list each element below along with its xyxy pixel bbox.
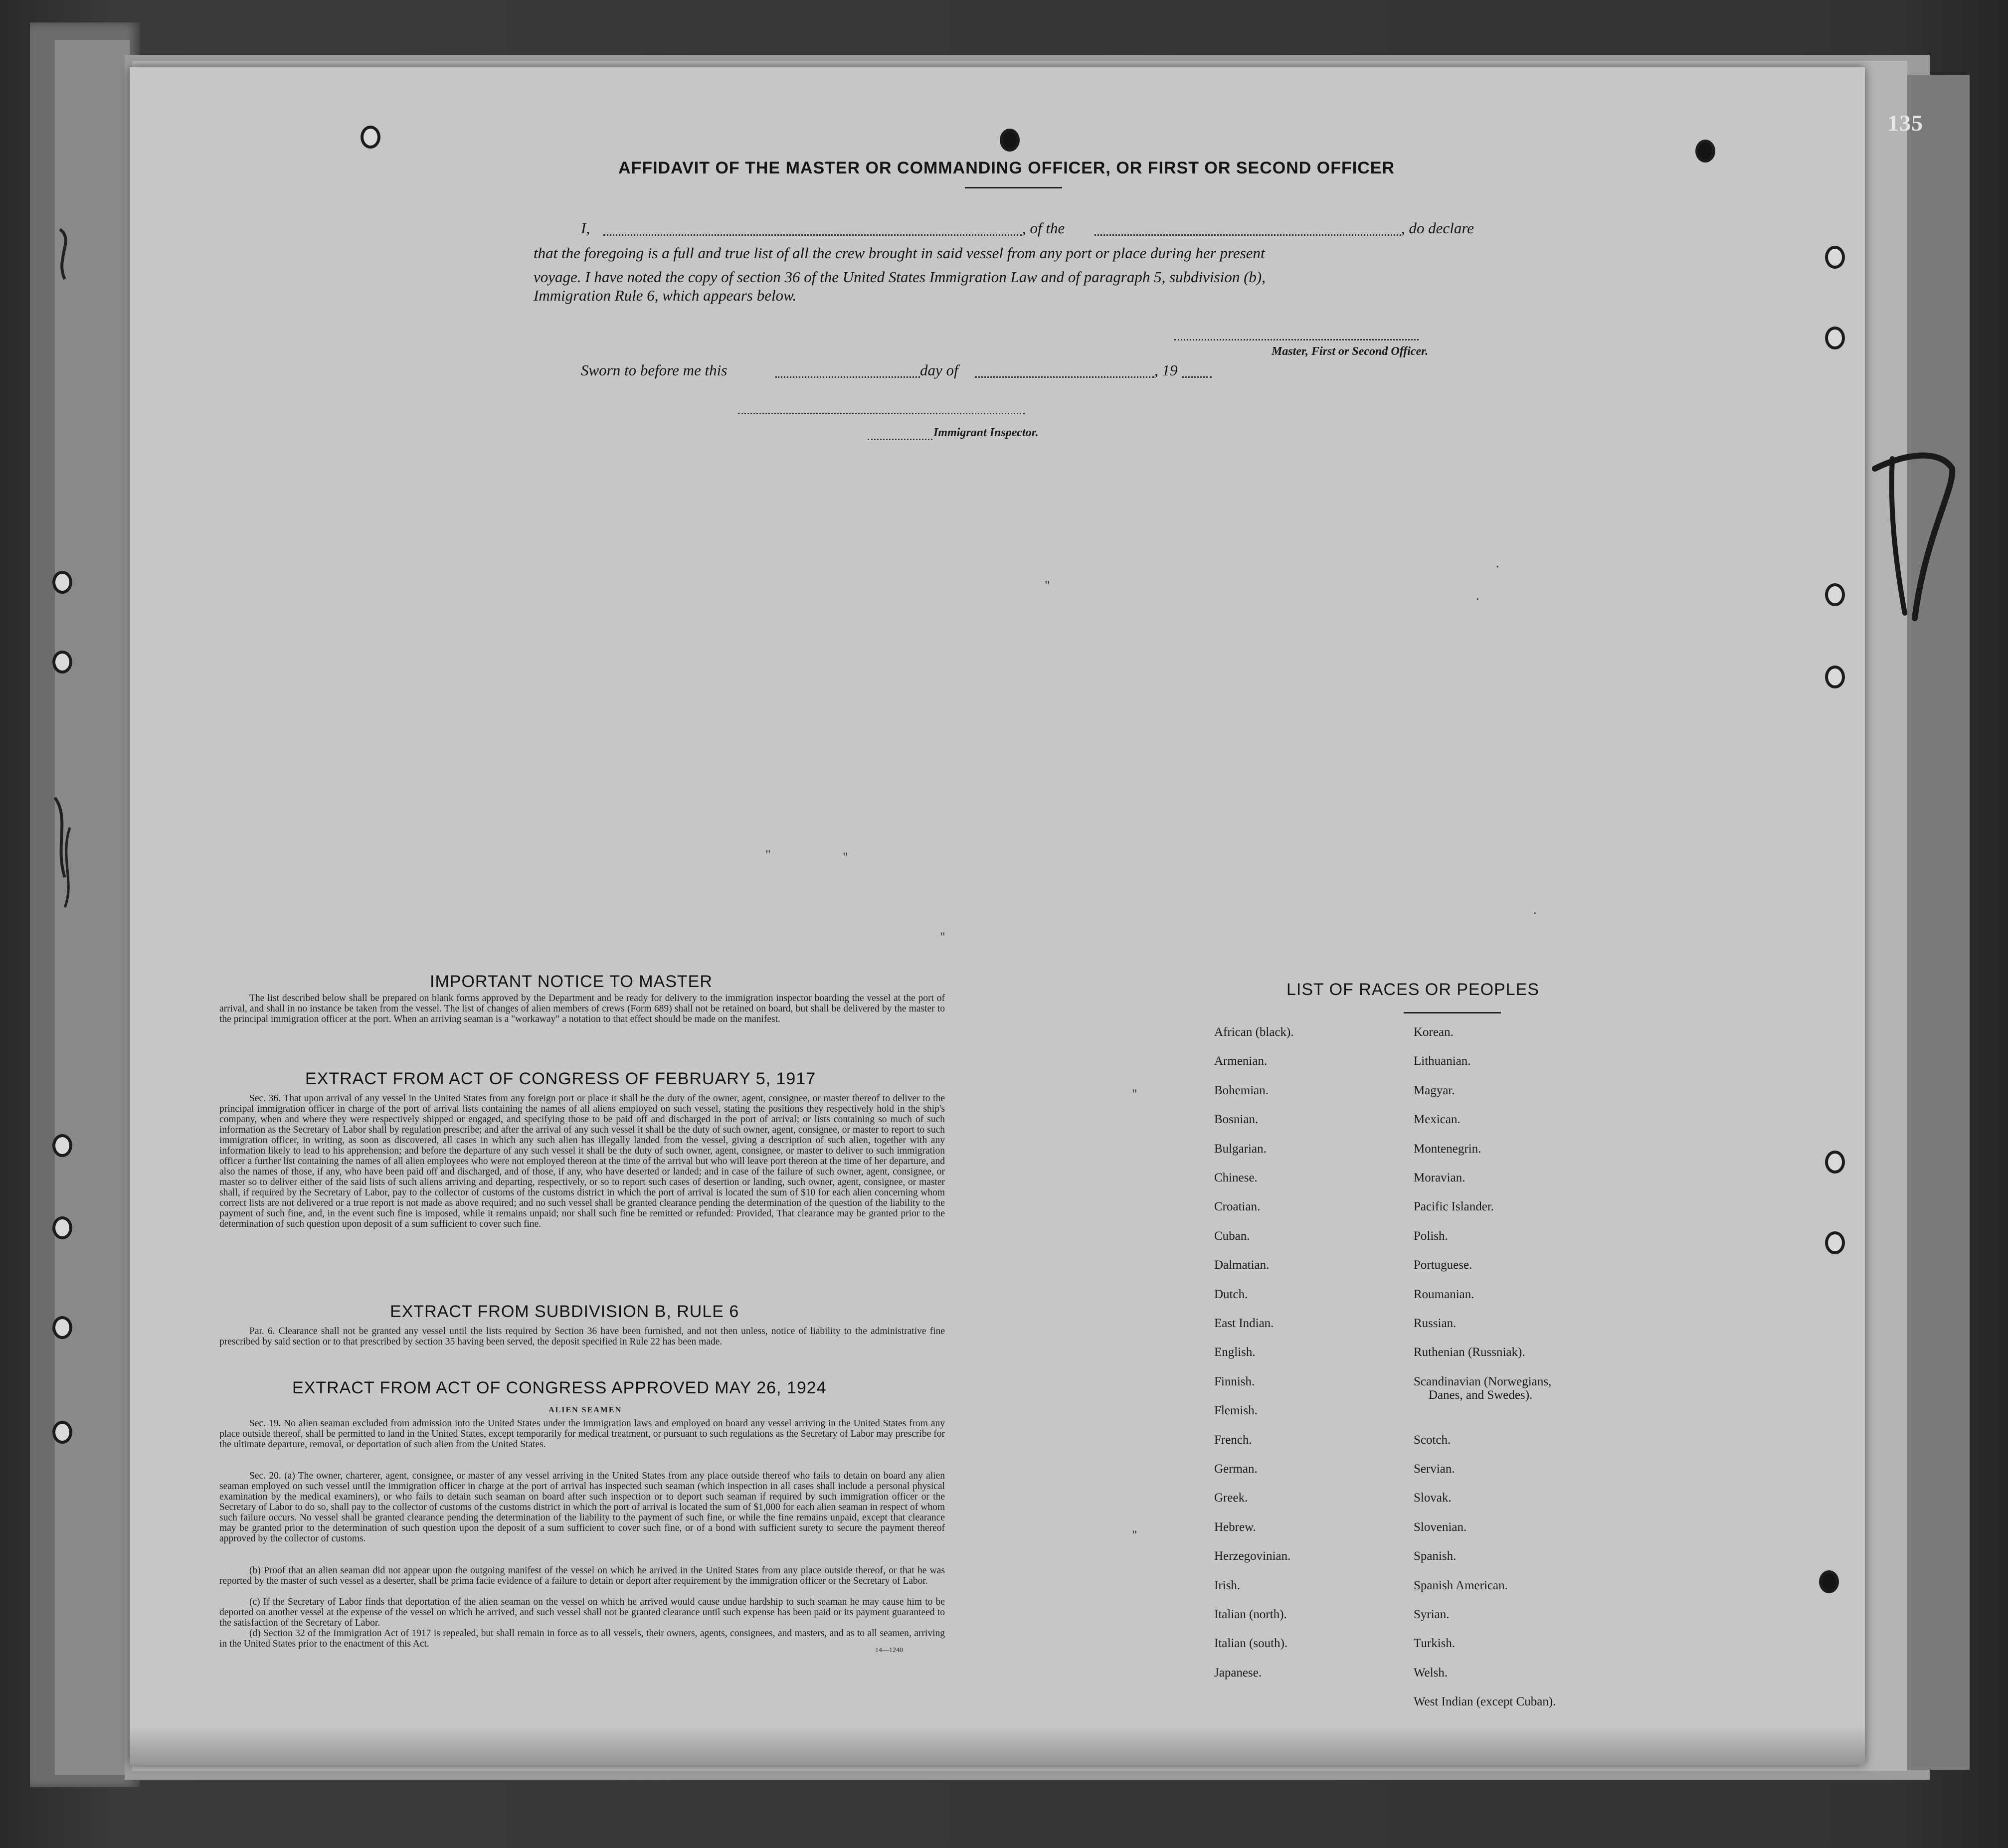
punch-hole-top-1: [361, 126, 380, 149]
race-item: Welsh.: [1414, 1666, 1448, 1680]
affidavit-line-2: that the foregoing is a full and true list of all the crew brought in said vessel from any port or place during her present: [534, 244, 1265, 262]
sworn-prefix: Sworn to before me this: [581, 361, 728, 379]
race-item: Russian.: [1414, 1317, 1457, 1330]
affidavit-line-4: Immigration Rule 6, which appears below.: [534, 287, 797, 304]
extract-1917-text: Sec. 36. That upon arrival of any vessel in the United States from any foreign port or place it shall be the duty of the owner, agent, consignee, or master thereof to deliver to the principal immigration officer in charge of the port of arrival lists containing the names of all aliens employed on such vessel, stating the positions they respectively hold in the ship's company, when and where they were respectively shipped or engaged, and specifying those to be paid off and discharged in the port of arrival; or lists containing so much of such information as the Secretary of Labor shall by regulation prescribe; and after the arrival of any such vessel it shall be the duty of such owner, agent, consignee, or master to report to such immigration officer, in writing, as soon as discovered, all cases in which any such alien has illegally landed from the vessel, giving a description of such alien, together with any information likely to lead to his apprehension; and before the departure of any such vessel it shall be the duty of such owner, agent, consignee, or master to deliver to such immigration officer a further list containing the names of all alien employees who were not employed thereon at the time of the arrival but who will leave port thereon at the time of her departure, and also the names of those, if any, who have been paid off and discharged, and of those, if any, who have deserted or landed; and in case of the failure of such owner, agent, consignee, or master so to deliver either of the said lists of such aliens arriving and departing, respectively, or so to report such cases of desertion or landing, such owner, agent, consignee, or master shall, if required by the Secretary of Labor, pay to the collector of customs of the customs district in which the port of arrival is located the sum of $10 for each alien concerning whom correct lists are not delivered or a true report is not made as above required; and no such vessel shall be granted clearance pending the determination of the question of the liability to the payment of such fine, and, in the event such fine is imposed, while it remains unpaid; nor shall such fine be remitted or refunded: Provided, That clearance may be granted prior to the determination of such question upon deposit of a sum sufficient to cover such fine.: [219, 1093, 945, 1229]
affidavit-title-rule: [965, 187, 1062, 188]
race-item: Lithuanian.: [1414, 1054, 1471, 1068]
extract-1917-heading: EXTRACT FROM ACT OF CONGRESS OF FEBRUARY 5, 1917: [305, 1069, 816, 1088]
ditto-mark: .: [1476, 588, 1479, 603]
races-title: LIST OF RACES OR PEOPLES: [1286, 980, 1540, 999]
master-signature-label: Master, First or Second Officer.: [1272, 345, 1429, 358]
affidavit-do-declare: , do declare: [1401, 219, 1474, 237]
punch-hole-left-6: [52, 1421, 72, 1444]
race-item: Bosnian.: [1214, 1113, 1259, 1127]
inspector-label: Immigrant Inspector.: [933, 426, 1039, 439]
races-title-rule: [1404, 1012, 1501, 1013]
race-item: Scandinavian (Norwegians,: [1414, 1374, 1552, 1388]
affidavit-i: I,: [581, 219, 590, 237]
race-item: Slovenian.: [1414, 1520, 1467, 1534]
ditto-mark: ": [843, 850, 848, 864]
sworn-month-blank[interactable]: [975, 376, 1154, 378]
race-item: Cuban.: [1214, 1229, 1250, 1243]
race-item: Servian.: [1414, 1462, 1455, 1476]
inspector-signature-blank[interactable]: [738, 413, 1025, 414]
extract-rule6-text: Par. 6. Clearance shall not be granted any vessel until the lists required by Section 36 have been furnished, and not then unless, notice of liability to the administrative fine prescribed by said section or to that prescribed by section 35 having been served, the deposit specified in Rule 22 has been made.: [219, 1326, 945, 1347]
race-item: Syrian.: [1414, 1608, 1450, 1621]
page-number: 135: [1887, 110, 1923, 136]
extract-rule6-heading: EXTRACT FROM SUBDIVISION B, RULE 6: [390, 1302, 739, 1321]
race-item: Scotch.: [1414, 1433, 1451, 1447]
race-item: Danes, and Swedes).: [1429, 1388, 1533, 1402]
ditto-mark: ": [1132, 1528, 1137, 1542]
ditto-mark: ": [1132, 1087, 1137, 1101]
race-item: Hebrew.: [1214, 1520, 1256, 1534]
race-item: Roumanian.: [1414, 1287, 1474, 1301]
punch-hole-left-4: [52, 1216, 72, 1239]
punch-hole-top-3: [1695, 140, 1715, 163]
extract-1924-sec20a: Sec. 20. (a) The owner, charterer, agent, consignee, or master of any vessel arriving in the United States from any place outside thereof who fails to detain on board any alien seaman employed on such vessel until the immigration officer in charge at the port of arrival has inspected such seaman (which inspection in all cases shall include a personal physical examination by the medical examiners), or who fails to detain such seaman on board after such inspection or to deport such seaman if required by such immigration officer or the Secretary of Labor to do so, shall pay to the collector of customs of the customs district in which the port of arrival is located the sum of $1,000 for each alien seaman in respect of whom such failure occurs. No vessel shall be granted clearance pending the determination of the liability to the payment of such fine, or while the fine remains unpaid, except that clearance may be granted prior to the determination of such question upon the deposit of a sum sufficient to cover such fine, or of a bond with sufficient surety to secure the payment thereof approved by the collector of customs.: [219, 1471, 945, 1544]
notice-text: The list described below shall be prepared on blank forms approved by the Department and be ready for delivery to the immigration inspector boarding the vessel at the port of arrival, and shall in no instance be taken from the vessel. The list of changes of alien members of crews (Form 689) shall not be retained on board, but shall be delivered by the master to the principal immigration officer at the port. When an arriving seaman is a "workaway" a notation to that effect should be made on the manifest.: [219, 993, 945, 1024]
extract-1924-sec20c: (c) If the Secretary of Labor finds that deportation of the alien seaman on the vessel on which he arrived would cause undue hardship to such seaman he may cause him to be deported on another vessel at the expense of the vessel on which he arrived, and such vessel shall not be granted clearance until such expense has been paid or its payment guaranteed to the satisfaction of the Secretary of Labor.: [219, 1597, 945, 1628]
race-item: Slovak.: [1414, 1491, 1452, 1505]
affidavit-title: AFFIDAVIT OF THE MASTER OR COMMANDING OFFICER, OR FIRST OR SECOND OFFICER: [618, 159, 1395, 177]
race-item: African (black).: [1214, 1025, 1294, 1039]
ditto-mark: .: [1533, 902, 1537, 917]
name-blank[interactable]: [603, 234, 1022, 236]
race-item: Croatian.: [1214, 1200, 1261, 1214]
punch-hole-left-3: [52, 1134, 72, 1157]
ditto-mark: .: [1496, 556, 1499, 570]
punch-hole-right-3: [1825, 583, 1845, 606]
race-item: Flemish.: [1214, 1404, 1258, 1418]
sworn-year-blank[interactable]: [1182, 376, 1212, 378]
sworn-year: , 19: [1154, 361, 1178, 379]
race-item: Spanish American.: [1414, 1578, 1508, 1592]
race-item: Italian (north).: [1214, 1608, 1287, 1621]
inspector-prefix-dots: [868, 439, 932, 440]
punch-hole-right-5: [1825, 1151, 1845, 1174]
form-number: 14—1240: [875, 1647, 903, 1654]
punch-hole-right-6: [1825, 1231, 1845, 1254]
race-item: Dalmatian.: [1214, 1258, 1270, 1272]
race-item: Korean.: [1414, 1025, 1454, 1039]
race-item: Chinese.: [1214, 1171, 1258, 1184]
race-item: Moravian.: [1414, 1171, 1465, 1184]
race-item: English.: [1214, 1345, 1256, 1359]
extract-1924-heading: EXTRACT FROM ACT OF CONGRESS APPROVED MAY 26, 1924: [292, 1378, 827, 1397]
race-item: Spanish.: [1414, 1549, 1457, 1563]
sheet-bottom-shadow: [130, 1725, 1865, 1765]
race-item: East Indian.: [1214, 1317, 1274, 1330]
vessel-blank[interactable]: [1095, 234, 1401, 236]
sworn-day-blank[interactable]: [775, 376, 920, 378]
race-item: Pacific Islander.: [1414, 1200, 1494, 1214]
punch-hole-top-2: [1000, 129, 1020, 152]
punch-hole-right-1: [1825, 246, 1845, 269]
race-item: Bohemian.: [1214, 1083, 1269, 1097]
race-item: Magyar.: [1414, 1083, 1455, 1097]
race-item: Polish.: [1414, 1229, 1448, 1243]
handwritten-margin-marks: [40, 219, 100, 917]
race-item: Bulgarian.: [1214, 1142, 1267, 1156]
race-item: Portuguese.: [1414, 1258, 1472, 1272]
affidavit-line-3: voyage. I have noted the copy of section 36 of the United States Immigration Law and of paragraph 5, subdivision (b),: [534, 268, 1266, 286]
punch-hole-right-4: [1825, 666, 1845, 688]
extract-1924-sec19: Sec. 19. No alien seaman excluded from admission into the United States under the immigration laws and employed on board any vessel arriving in the United States from any place outside thereof, shall be permitted to land in the United States, except temporarily for medical treatment, or pursuant to such regulations as the Secretary of Labor may prescribe for the ultimate departure, removal, or deportation of such alien from the United States.: [219, 1418, 945, 1450]
extract-1924-sec20d: (d) Section 32 of the Immigration Act of 1917 is repealed, but shall remain in force as to all vessels, their owners, agents, consignees, and masters, and as to all seamen, arriving in the United States prior to the enactment of this Act.: [219, 1628, 945, 1649]
race-item: Turkish.: [1414, 1637, 1456, 1651]
affidavit-of-the: , of the: [1022, 219, 1065, 237]
alien-seamen-subheading: ALIEN SEAMEN: [548, 1406, 622, 1414]
ditto-mark: ": [765, 847, 771, 862]
race-item: Mexican.: [1414, 1113, 1460, 1127]
punch-hole-right-2: [1825, 327, 1845, 349]
ditto-mark: ": [1045, 578, 1050, 593]
race-item: Ruthenian (Russniak).: [1414, 1345, 1525, 1359]
master-signature-blank[interactable]: [1174, 339, 1419, 340]
race-item: Dutch.: [1214, 1287, 1248, 1301]
race-item: Greek.: [1214, 1491, 1248, 1505]
extract-1924-sec20b: (b) Proof that an alien seaman did not appear upon the outgoing manifest of the vessel on which he arrived in the United States from any place outside thereof, or that he was reported by the master of such vessel as a deserter, shall be prima facie evidence of a failure to detain or deport after requirement by the immigration officer or the Secretary of Labor.: [219, 1565, 945, 1586]
sworn-day-of: day of: [920, 361, 958, 379]
punch-hole-left-5: [52, 1316, 72, 1339]
race-item: Italian (south).: [1214, 1637, 1288, 1651]
race-item: German.: [1214, 1462, 1258, 1476]
handwritten-numeral: [1865, 449, 1965, 628]
race-item: West Indian (except Cuban).: [1414, 1695, 1556, 1709]
punch-hole-right-7: [1819, 1570, 1839, 1593]
race-item: Montenegrin.: [1414, 1142, 1481, 1156]
race-item: Herzegovinian.: [1214, 1549, 1291, 1563]
ditto-mark: ": [940, 930, 945, 944]
race-item: French.: [1214, 1433, 1252, 1447]
race-item: Irish.: [1214, 1578, 1241, 1592]
race-item: Armenian.: [1214, 1054, 1268, 1068]
race-item: Japanese.: [1214, 1666, 1262, 1680]
race-item: Finnish.: [1214, 1374, 1255, 1388]
notice-heading: IMPORTANT NOTICE TO MASTER: [430, 972, 713, 991]
